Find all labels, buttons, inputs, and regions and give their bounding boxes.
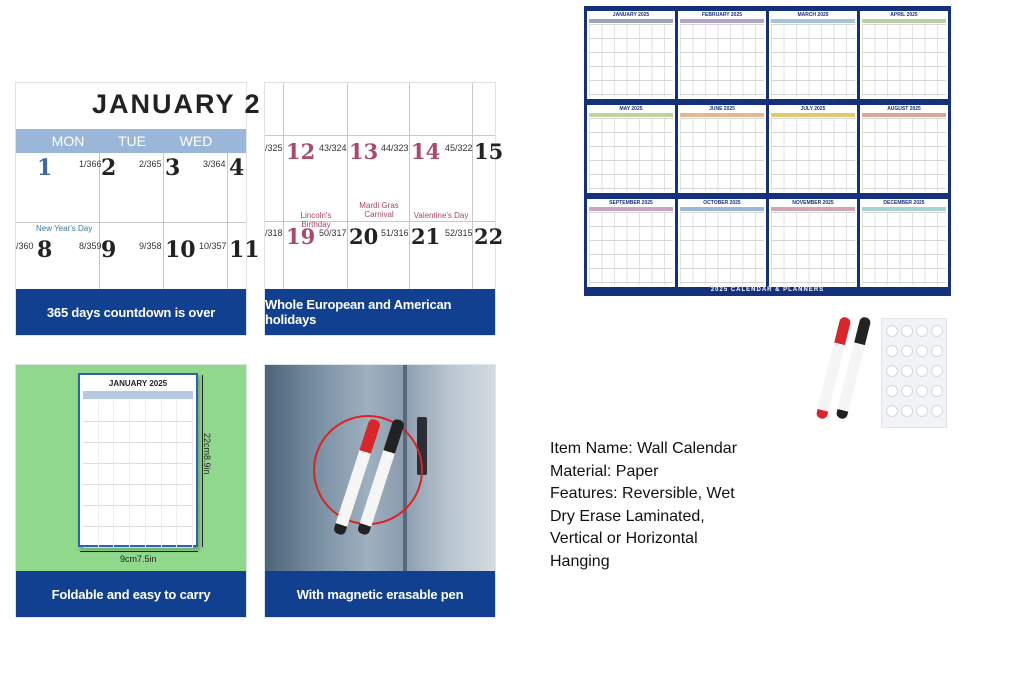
day-number: 14 <box>411 139 441 164</box>
grid-line <box>409 83 410 291</box>
day-grid <box>771 118 855 191</box>
spec-features: Vertical or Horizontal <box>550 530 698 547</box>
mini-calendar <box>78 373 198 547</box>
weekday-bar <box>589 207 673 211</box>
adhesive-dot <box>901 365 913 377</box>
weekday-header <box>83 391 193 399</box>
day-number: 9 <box>101 237 117 263</box>
day-countdown: 52/315 <box>445 228 473 238</box>
grid-line <box>99 153 100 291</box>
grid-line <box>347 83 348 291</box>
weekday-bar <box>862 113 946 117</box>
day-grid <box>862 212 946 285</box>
month-title: JANUARY 2 <box>92 89 262 119</box>
weekday-label: TUE <box>118 133 146 149</box>
height-dimension-label: 22cm8.9in <box>202 433 212 475</box>
day-countdown: 3/364 <box>203 159 226 169</box>
month-label: MAY 2025 <box>619 106 643 112</box>
holiday-label: Mardi Gras Carnival <box>359 201 399 219</box>
day-number: 1 <box>37 155 53 181</box>
caption-banner: With magnetic erasable pen <box>265 571 495 617</box>
adhesive-dot <box>916 345 928 357</box>
day-grid <box>862 24 946 97</box>
holiday-label: Lincoln's Birthday <box>300 211 332 229</box>
day-countdown: 10/357 <box>199 241 227 251</box>
month-block <box>769 105 857 193</box>
adhesive-dots-sheet <box>881 318 947 428</box>
day-countdown: /360 <box>16 241 34 251</box>
adhesive-dot <box>916 385 928 397</box>
day-grid <box>589 118 673 191</box>
month-label: MARCH 2025 <box>797 12 829 18</box>
weekday-bar <box>680 113 764 117</box>
month-block <box>678 199 766 287</box>
adhesive-dot <box>916 325 928 337</box>
spec-features: Features: Reversible, Wet <box>550 485 735 502</box>
product-image-holidays <box>264 82 504 336</box>
month-block <box>860 199 948 287</box>
weekday-bar <box>680 19 764 23</box>
month-block <box>587 105 675 193</box>
day-countdown: 9/358 <box>139 241 162 251</box>
day-grid <box>680 24 764 97</box>
grid-line <box>283 83 284 291</box>
month-block <box>587 11 675 99</box>
mini-calendar-grid <box>83 401 193 539</box>
width-dimension-label: 9cm7.5in <box>120 554 157 564</box>
caption-banner: Whole European and American holidays <box>265 289 495 335</box>
day-number: 12 <box>286 139 316 164</box>
day-grid <box>589 24 673 97</box>
adhesive-dot <box>901 325 913 337</box>
weekday-label: MON <box>51 133 85 149</box>
day-number: 15 <box>474 139 504 164</box>
day-number: 22 <box>474 224 504 249</box>
month-block <box>860 105 948 193</box>
month-label: JUNE 2025 <box>709 106 735 112</box>
caption-banner: 365 days countdown is over <box>16 289 246 335</box>
day-number: 2 <box>101 155 117 181</box>
grid-line <box>265 135 495 136</box>
grid-line <box>472 83 473 291</box>
adhesive-dot <box>931 365 943 377</box>
adhesive-dot <box>886 385 898 397</box>
adhesive-dot <box>901 405 913 417</box>
day-countdown: 1/366 <box>79 159 102 169</box>
month-label: DECEMBER 2025 <box>883 200 925 206</box>
grid-line <box>163 153 164 291</box>
adhesive-dot <box>931 385 943 397</box>
spec-features: Hanging <box>550 552 610 570</box>
weekday-label: WED <box>179 133 213 149</box>
weekday-bar <box>771 19 855 23</box>
adhesive-dot <box>886 345 898 357</box>
holiday-label: New Year's Day <box>36 224 93 233</box>
day-grid <box>771 212 855 285</box>
weekday-bar <box>771 207 855 211</box>
day-countdown: 2/365 <box>139 159 162 169</box>
day-grid <box>680 212 764 285</box>
caption-banner: Foldable and easy to carry <box>16 571 246 617</box>
month-block <box>678 11 766 99</box>
product-image-countdown <box>15 82 262 336</box>
product-specs <box>550 438 750 573</box>
day-countdown: /325 <box>265 143 283 153</box>
month-block <box>860 11 948 99</box>
day-number: 4 <box>229 155 245 181</box>
product-image-foldable <box>15 364 247 618</box>
day-countdown: 45/322 <box>445 143 473 153</box>
month-label: APRIL 2025 <box>890 12 918 18</box>
weekday-bar <box>680 207 764 211</box>
adhesive-dot <box>901 385 913 397</box>
day-grid <box>589 212 673 285</box>
adhesive-dot <box>916 365 928 377</box>
month-label: JANUARY 2025 <box>612 12 650 18</box>
adhesive-dot <box>931 325 943 337</box>
day-countdown: 51/316 <box>381 228 409 238</box>
weekday-bar <box>589 113 673 117</box>
day-countdown: 50/317 <box>319 228 347 238</box>
adhesive-dot <box>916 405 928 417</box>
day-number: 11 <box>229 237 260 263</box>
month-block <box>769 199 857 287</box>
adhesive-dot <box>931 345 943 357</box>
weekday-header <box>16 129 246 153</box>
day-number: 20 <box>349 224 379 249</box>
day-number: 13 <box>349 139 379 164</box>
calendar-footer: 2025 CALENDAR & PLANNERS <box>710 287 825 293</box>
adhesive-dot <box>901 345 913 357</box>
day-countdown: 8/359 <box>79 241 102 251</box>
grid-line <box>16 222 246 223</box>
weekday-bar <box>862 207 946 211</box>
day-countdown: 43/324 <box>319 143 347 153</box>
weekday-bar <box>862 19 946 23</box>
adhesive-dot <box>886 405 898 417</box>
day-countdown: 44/323 <box>381 143 409 153</box>
day-number: 8 <box>37 237 53 263</box>
month-label: SEPTEMBER 2025 <box>609 200 653 206</box>
day-number: 21 <box>411 224 441 249</box>
adhesive-dot <box>886 365 898 377</box>
mini-calendar-title: JANUARY 2025 <box>108 379 168 388</box>
day-countdown: /318 <box>265 228 283 238</box>
adhesive-dot <box>886 325 898 337</box>
month-block <box>769 11 857 99</box>
adhesive-dot <box>931 405 943 417</box>
day-number: 3 <box>165 155 181 181</box>
grid-line <box>227 153 228 291</box>
month-label: OCTOBER 2025 <box>703 200 741 206</box>
spec-material: Material: Paper <box>550 462 659 480</box>
day-grid <box>680 118 764 191</box>
day-number: 10 <box>165 237 196 263</box>
product-image-magnetic-pen <box>264 364 496 618</box>
month-block <box>678 105 766 193</box>
day-number: 19 <box>286 224 316 249</box>
holiday-label: Valentine's Day <box>413 211 469 220</box>
width-dimension-line <box>80 551 198 552</box>
spec-features: Dry Erase Laminated, <box>550 507 705 525</box>
weekday-bar <box>771 113 855 117</box>
month-block <box>587 199 675 287</box>
month-label: FEBRUARY 2025 <box>701 12 742 18</box>
month-label: JULY 2025 <box>800 106 826 112</box>
weekday-bar <box>589 19 673 23</box>
day-grid <box>771 24 855 97</box>
month-label: NOVEMBER 2025 <box>792 200 834 206</box>
yearly-wall-calendar <box>584 6 951 296</box>
day-grid <box>862 118 946 191</box>
month-label: AUGUST 2025 <box>887 106 921 112</box>
spec-item-name: Item Name: Wall Calendar <box>550 440 738 457</box>
